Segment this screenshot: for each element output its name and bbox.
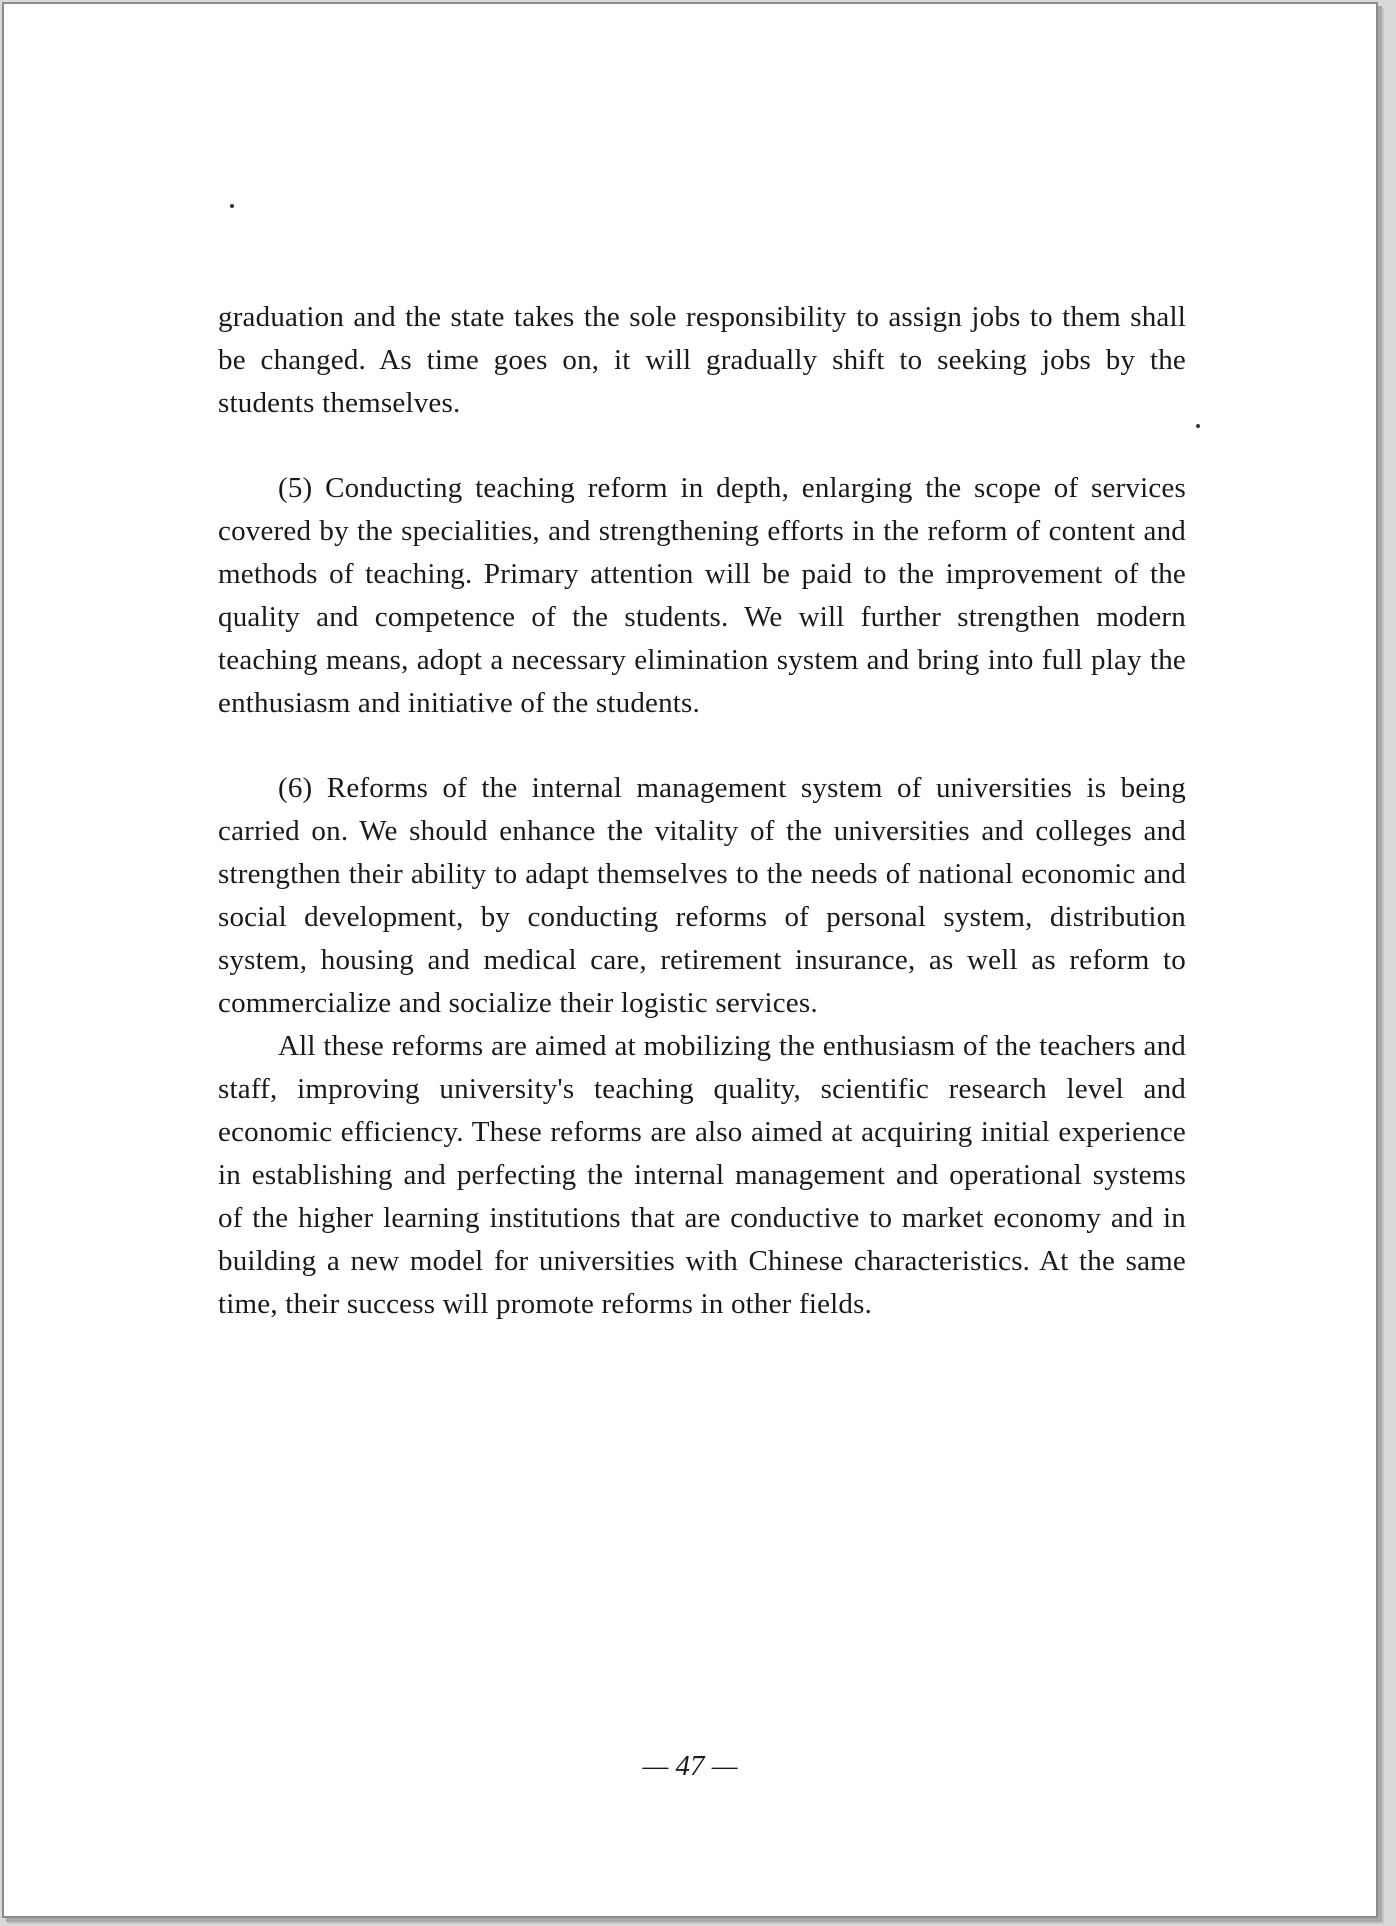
scan-speck xyxy=(230,204,234,208)
body-text xyxy=(218,296,1186,1326)
paragraph-continuation: graduation and the state takes the sole responsibility to assign jobs to them shall be changed. As time goes on, it will gradually shift to seeking jobs by the students themselves. xyxy=(218,301,1186,419)
paragraph-item-6: (6) Reforms of the internal management system of universities is being carried on. We should enhance the vitality of the universities and colleges and strengthen their ability to adapt themselves to the needs of national economic and social development, by conducting reforms of personal system, distribution system, housing and medical care, retirement insurance, as well as reform to commercialize and socialize their logistic services. xyxy=(218,772,1186,1019)
scan-speck xyxy=(1196,424,1200,428)
document-page xyxy=(2,2,1378,1918)
paragraph-item-5: (5) Conducting teaching reform in depth, enlarging the scope of services covered by the specialities, and strengthening efforts in the reform of content and methods of teaching. Primary attention will be paid to the improvement of the quality and competence of the students. We will further strengthen modern teaching means, adopt a necessary elimination system and bring into full play the enthusiasm and initiative of the students. xyxy=(218,472,1186,719)
page-number: — 47 — xyxy=(642,1750,738,1782)
paragraph-summary: All these reforms are aimed at mobilizing the enthusiasm of the teachers and staff, improving university's teaching quality, scientific research level and economic efficiency. These reforms are also aimed at acquiring initial experience in establishing and perfecting the internal management and operational systems of the higher learning institutions that are conductive to market economy and in building a new model for universities with Chinese characteristics. At the same time, their success will promote reforms in other fields. xyxy=(218,1030,1186,1320)
